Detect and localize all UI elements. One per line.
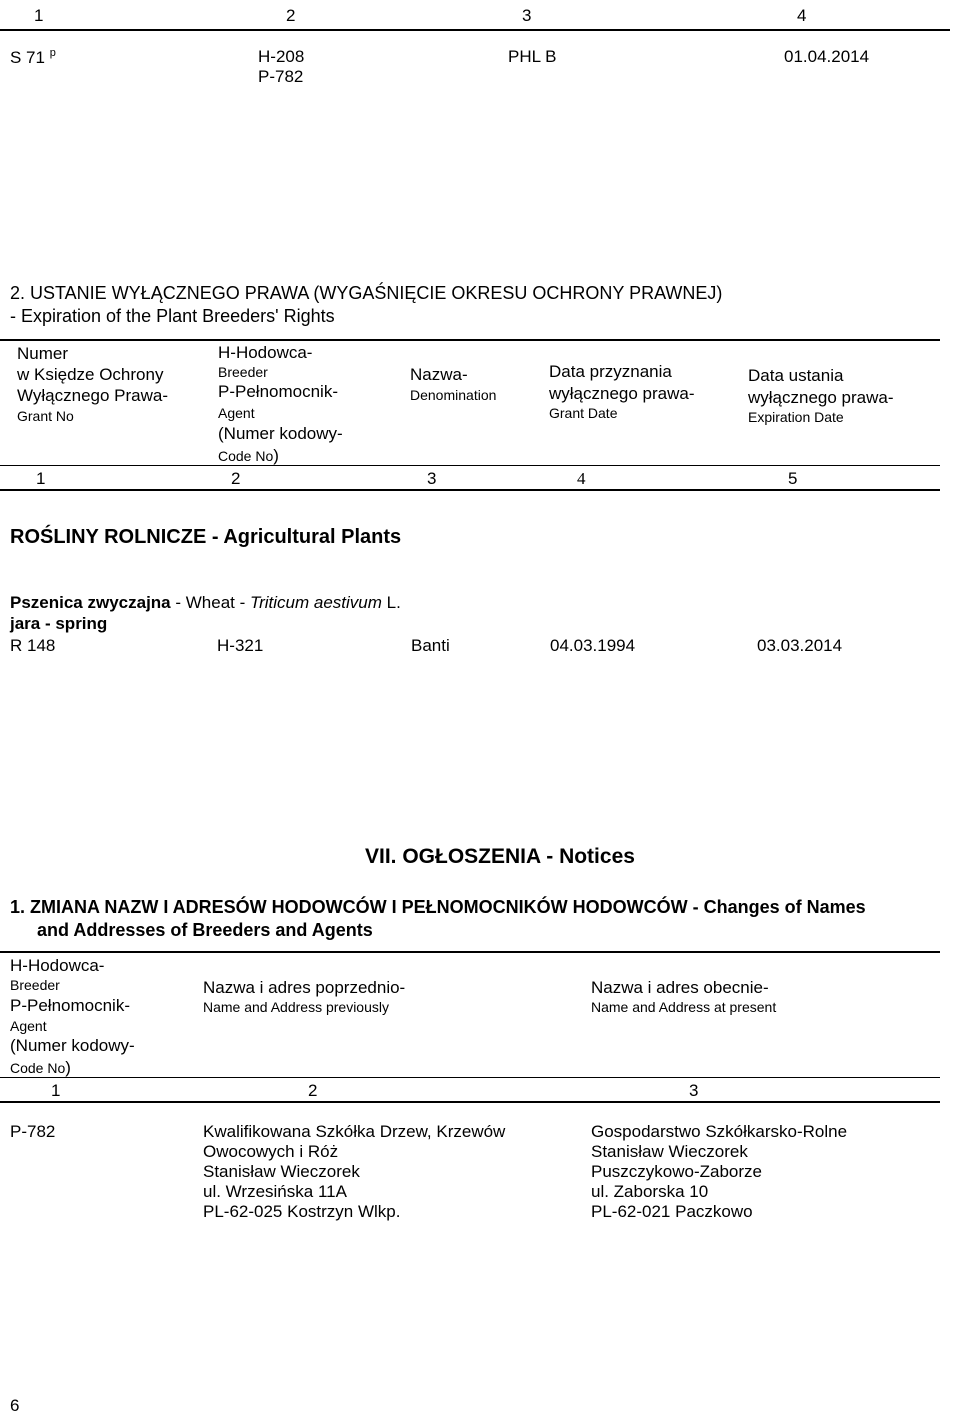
top-row-name: PHL B bbox=[508, 47, 557, 66]
n-header-col2-l2: Name and Address previously bbox=[203, 999, 389, 1015]
s2-header-col1-l3: Wyłącznego Prawa- bbox=[17, 386, 169, 405]
s2-header-col4-l3: Grant Date bbox=[549, 405, 618, 421]
s2-header-col1-l4: Grant No bbox=[17, 408, 74, 424]
s2-col-number-2: 2 bbox=[231, 469, 241, 488]
s2-header-col3-l1: Nazwa- bbox=[410, 365, 468, 384]
s2-header-col1-l1: Numer bbox=[17, 344, 69, 363]
s2-header-col2-l6 bbox=[218, 446, 279, 466]
notice-entry-code: P-782 bbox=[10, 1122, 56, 1141]
row-grant-date: 04.03.1994 bbox=[550, 636, 636, 655]
species-sep2: - bbox=[234, 593, 250, 612]
top-col-number-4: 4 bbox=[797, 6, 807, 25]
row-grant-no: R 148 bbox=[10, 636, 56, 655]
n-header-col1-l6a: Code No bbox=[10, 1060, 66, 1076]
section2-header-top-rule bbox=[0, 339, 940, 341]
n-header-col1-l1: H-Hodowca- bbox=[10, 956, 105, 975]
top-row-agent: P-782 bbox=[258, 67, 304, 86]
top-row-date: 01.04.2014 bbox=[784, 47, 870, 66]
n-col-number-3: 3 bbox=[689, 1081, 699, 1100]
n-header-col3-l1: Nazwa i adres obecnie- bbox=[591, 978, 769, 997]
notice-entry-previous: Kwalifikowana Szkółka Drzew, Krzewów Owocowych i Róż Stanisław Wieczorek ul. Wrzesińska 11A PL-62-025 Kostrzyn Wlkp. bbox=[203, 1122, 506, 1221]
top-col-number-2: 2 bbox=[286, 6, 296, 25]
s2-header-col2-l4: Agent bbox=[218, 405, 255, 421]
n-col-number-1: 1 bbox=[51, 1081, 61, 1100]
s2-header-col5-l1: Data ustania bbox=[748, 366, 844, 385]
s2-col-number-4: 4 bbox=[577, 469, 586, 488]
section2-header-mid-rule bbox=[0, 465, 940, 466]
group-title: ROŚLINY ROLNICZE - Agricultural Plants bbox=[10, 526, 402, 548]
s2-header-col2-l1: H-Hodowca- bbox=[218, 343, 313, 362]
s2-col-number-3: 3 bbox=[427, 469, 437, 488]
row-expiration-date: 03.03.2014 bbox=[757, 636, 843, 655]
species-author: L. bbox=[381, 593, 401, 612]
section2-header-bottom-rule bbox=[0, 489, 940, 491]
notices-chapter-title: VII. OGŁOSZENIA - Notices bbox=[365, 845, 635, 868]
row-denomination: Banti bbox=[411, 636, 450, 655]
species-line bbox=[10, 593, 401, 613]
notice-entry-present: Gospodarstwo Szkółkarsko-Rolne Stanisław Wieczorek Puszczykowo-Zaborze ul. Zaborska 10 PL-62-021 Paczkowo bbox=[591, 1122, 848, 1221]
n-header-col1-l3: P-Pełnomocnik- bbox=[10, 996, 130, 1015]
s2-header-col4-l2: wyłącznego prawa- bbox=[549, 384, 695, 403]
s2-col-number-1: 1 bbox=[36, 469, 46, 488]
s2-header-col2-l6b: ) bbox=[273, 446, 279, 465]
notices-header-top-rule bbox=[0, 951, 940, 953]
n-header-col1-l6 bbox=[10, 1058, 71, 1078]
page-number: 6 bbox=[10, 1396, 20, 1415]
top-table-divider bbox=[0, 29, 950, 31]
top-col-number-3: 3 bbox=[522, 6, 532, 25]
species-sep1: - bbox=[170, 593, 186, 612]
n-header-col1-l6b: ) bbox=[65, 1058, 71, 1077]
section2-title-line2: - Expiration of the Plant Breeders' Rights bbox=[10, 306, 335, 326]
notices-header-bottom-rule bbox=[0, 1101, 940, 1103]
n-header-col3-l2: Name and Address at present bbox=[591, 999, 777, 1015]
notices-title-line2: and Addresses of Breeders and Agents bbox=[37, 920, 373, 940]
top-col-number-1: 1 bbox=[34, 6, 44, 25]
top-row-breeder: H-208 bbox=[258, 47, 305, 66]
s2-header-col4-l1: Data przyznania bbox=[549, 362, 672, 381]
n-header-col2-l1: Nazwa i adres poprzednio- bbox=[203, 978, 406, 997]
s2-header-col2-l5: (Numer kodowy- bbox=[218, 424, 343, 443]
n-header-col1-l4: Agent bbox=[10, 1018, 47, 1034]
s2-header-col2-l2: Breeder bbox=[218, 364, 268, 380]
s2-header-col5-l3: Expiration Date bbox=[748, 409, 844, 425]
notices-title-line1: 1. ZMIANA NAZW I ADRESÓW HODOWCÓW I PEŁNOMOCNIKÓW HODOWCÓW - Changes of Names bbox=[10, 897, 866, 917]
species-subtype: jara - spring bbox=[10, 614, 108, 633]
s2-col-number-5: 5 bbox=[788, 469, 798, 488]
top-row-code bbox=[10, 47, 56, 68]
top-row-code-sup: p bbox=[49, 47, 56, 59]
top-row-code-text: S 71 bbox=[10, 48, 45, 67]
s2-header-col3-l2: Denomination bbox=[410, 387, 497, 403]
section2-title-line1: 2. USTANIE WYŁĄCZNEGO PRAWA (WYGAŚNIĘCIE OKRESU OCHRONY PRAWNEJ) bbox=[10, 283, 723, 303]
species-en: Wheat bbox=[185, 593, 235, 612]
n-col-number-2: 2 bbox=[308, 1081, 318, 1100]
notices-header-mid-rule bbox=[0, 1077, 940, 1078]
species-latin: Triticum aestivum bbox=[250, 593, 382, 612]
n-header-col1-l5: (Numer kodowy- bbox=[10, 1036, 135, 1055]
row-breeder: H-321 bbox=[217, 636, 264, 655]
s2-header-col2-l6a: Code No bbox=[218, 448, 274, 464]
n-header-col1-l2: Breeder bbox=[10, 977, 60, 993]
species-pl: Pszenica zwyczajna bbox=[10, 593, 171, 612]
s2-header-col5-l2: wyłącznego prawa- bbox=[748, 388, 894, 407]
s2-header-col2-l3: P-Pełnomocnik- bbox=[218, 382, 338, 401]
s2-header-col1-l2: w Księdze Ochrony bbox=[17, 365, 164, 384]
